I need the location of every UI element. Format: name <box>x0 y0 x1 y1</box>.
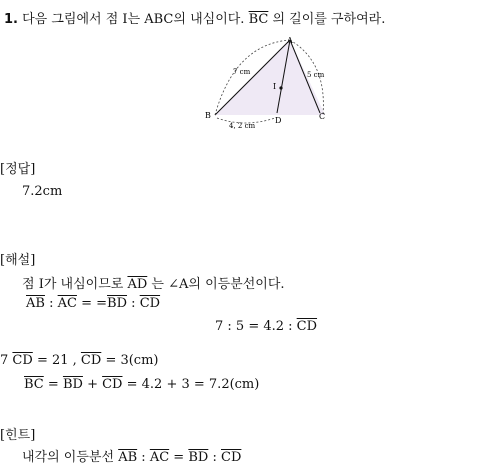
explanation-line-2 <box>26 296 160 311</box>
exp5-seg2: $\overline{BD}$ <box>62 377 83 392</box>
exp1-post: 는 ∠A의 이등분선이다. <box>151 277 285 292</box>
question-segment: $\overline{BC}$ <box>248 12 269 27</box>
exp4-mid: = 21 , <box>36 353 77 368</box>
label-side-bd: 4, 2 cm <box>229 122 256 130</box>
label-d: D <box>275 116 282 125</box>
exp5-plus: + <box>87 377 98 392</box>
explanation-line-1 <box>22 273 285 292</box>
hint-seg1: $\overline{AB}$ <box>118 450 138 465</box>
label-b: B <box>205 111 211 120</box>
hint-pre: 내각의 이등분선 <box>22 450 115 465</box>
hint-seg4: $\overline{CD}$ <box>221 450 242 465</box>
exp4-seg1: $\overline{CD}$ <box>12 353 33 368</box>
exp2-eq: = = <box>81 296 108 311</box>
exp2-seg2: $\overline{AC}$ <box>57 296 77 311</box>
question-text-after: 의 길이를 구하여라. <box>272 12 386 27</box>
incenter-point <box>279 86 282 89</box>
hint-seg3: $\overline{BD}$ <box>188 450 209 465</box>
question-number: 1. <box>4 12 18 27</box>
explanation-line-5 <box>24 377 259 392</box>
exp5-seg1: $\overline{BC}$ <box>24 377 44 392</box>
exp2-mid: : <box>49 296 54 311</box>
hint-mid1: : <box>141 450 146 465</box>
explanation-heading: [해설] <box>0 253 36 268</box>
exp4-post: = 3(cm) <box>105 353 159 368</box>
exp4-pre: 7 <box>0 353 9 368</box>
hint-heading: [힌트] <box>0 428 36 443</box>
exp4-seg2: $\overline{CD}$ <box>80 353 102 368</box>
label-a: A <box>287 36 293 45</box>
exp2-mid2: : <box>131 296 136 311</box>
explanation-line-4 <box>0 353 159 368</box>
label-side-ac: 5 cm <box>307 71 325 79</box>
exp1-pre: 점 I가 내심이므로 <box>22 277 124 292</box>
exp1-seg: $\overline{AD}$ <box>127 277 148 292</box>
label-side-ab: 7 cm <box>233 68 251 76</box>
explanation-line-3 <box>215 319 317 334</box>
question-text-before: 다음 그림에서 점 I는 ABC의 내심이다. <box>22 12 245 27</box>
exp2-seg3: $\overline{BD}$ <box>107 296 128 311</box>
hint-seg2: $\overline{AC}$ <box>149 450 170 465</box>
exp5-seg3: $\overline{CD}$ <box>102 377 123 392</box>
question-line <box>4 8 385 27</box>
exp2-seg1: $\overline{AB}$ <box>26 296 45 311</box>
hint-mid2: : <box>212 450 217 465</box>
exp3-seg: $\overline{CD}$ <box>296 319 318 334</box>
label-c: C <box>319 112 326 121</box>
exp5-post: = 4.2 + 3 = 7.2(cm) <box>126 377 260 392</box>
answer-value: 7.2cm <box>22 184 63 199</box>
label-i: I <box>273 82 277 91</box>
exp5-eq: = <box>47 377 59 392</box>
exp3-pre: 7 : 5 = 4.2 : <box>215 319 293 334</box>
triangle-figure <box>195 32 335 132</box>
answer-heading: [정답] <box>0 162 36 177</box>
exp2-seg4: $\overline{CD}$ <box>139 296 161 311</box>
hint-eq: = <box>173 450 185 465</box>
hint-line <box>22 446 241 465</box>
